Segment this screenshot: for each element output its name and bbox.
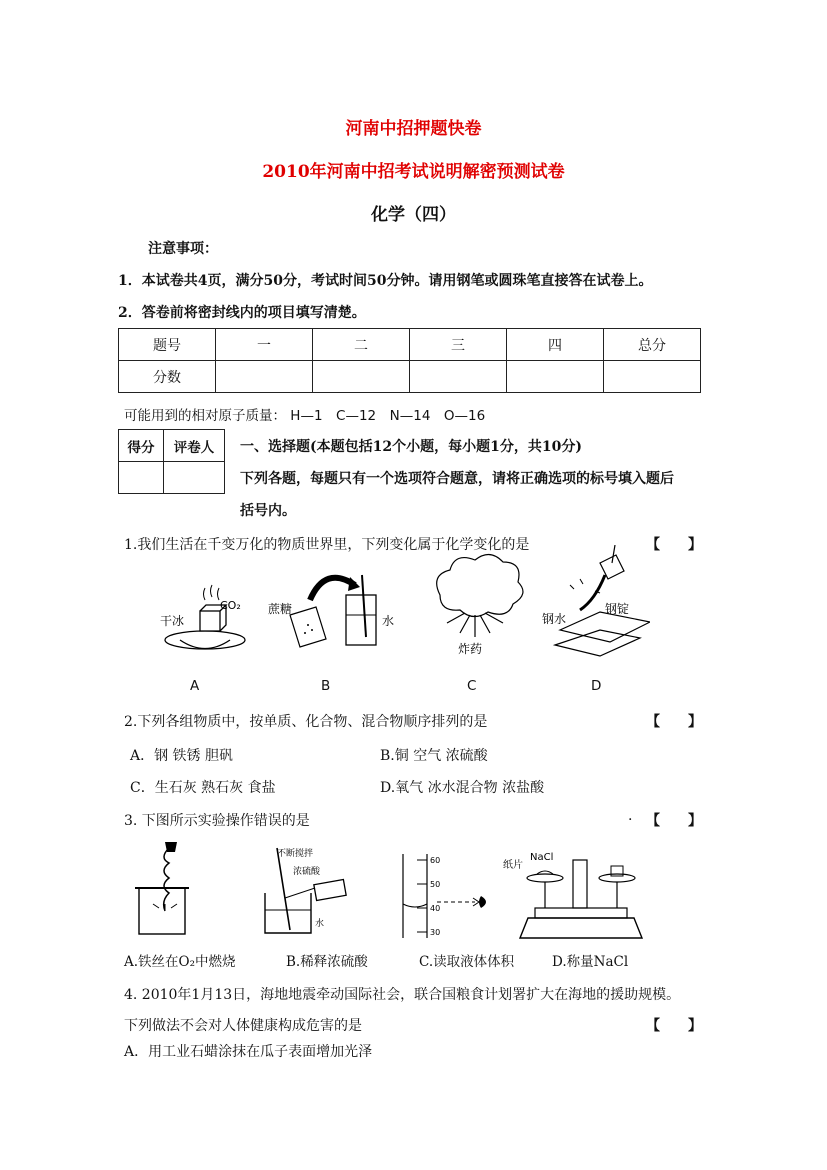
score-cell[interactable] (216, 361, 313, 393)
q3-figures (125, 838, 645, 943)
score-table (118, 328, 701, 393)
score-table-value-row (119, 361, 701, 393)
question-3-text: 3. 下图所示实验操作错误的是 (124, 813, 310, 829)
notes-heading: 注意事项： (148, 241, 218, 257)
q2-option-d: D.氧气 冰水混合物 浓盐酸 (380, 780, 545, 796)
q4-option-a: A．用工业石蜡涂抹在瓜子表面增加光泽 (124, 1044, 373, 1060)
question-4-text-cont: 下列做法不会对人体健康构成危害的是 (124, 1018, 362, 1034)
fig-c-tick-40: 40 (430, 904, 441, 913)
q3-option-a: A.铁丝在O₂中燃烧 (124, 954, 236, 970)
q1-figure-a (160, 585, 245, 649)
question-2-text: 2.下列各组物质中，按单质、化合物、混合物顺序排列的是 (124, 714, 488, 730)
fig-c-tick-30: 30 (430, 928, 441, 937)
score-row-label: 分数 (119, 361, 216, 393)
answer-bracket-q1[interactable]: 【 】 (646, 537, 702, 553)
fig-b-label-water: 水 (315, 919, 325, 929)
fig-a-label-dry-ice: 干冰 (160, 614, 185, 628)
grader-score-header: 得分 (119, 430, 164, 462)
score-table-header-row (119, 329, 701, 361)
grader-table (118, 429, 225, 494)
section-1-instruction: 下列各题，每题只有一个选项符合题意，请将正确选项的标号填入题后 (240, 471, 674, 487)
score-header-cell: 一 (216, 329, 313, 361)
q1-figure-d (542, 545, 650, 656)
grader-name-header: 评卷人 (164, 430, 225, 462)
score-header-cell: 二 (313, 329, 410, 361)
score-header-cell: 四 (507, 329, 604, 361)
q3-figure-d (503, 852, 642, 938)
q3-figure-b (265, 847, 346, 933)
fig-c-label-explosive: 炸药 (458, 642, 483, 656)
q2-option-b: B.铜 空气 浓硫酸 (380, 748, 488, 764)
question-4-text: 4. 2010年1月13日，海地地震牵动国际社会，联合国粮食计划署扩大在海地的援助规模。 (124, 987, 681, 1003)
fig-a-label-co2: CO₂ (220, 599, 241, 612)
answer-bracket-q2[interactable]: 【 】 (646, 714, 702, 730)
score-cell[interactable] (313, 361, 410, 393)
q1-figure-b (268, 575, 394, 647)
score-header-cell: 总分 (604, 329, 701, 361)
atomic-masses: 可能用到的相对原子质量： H—1 C—12 N—14 O—16 (124, 408, 486, 424)
q3-option-c: C.读取液体体积 (419, 954, 515, 970)
exam-series-title: 河南中招押题快卷 (345, 119, 482, 139)
q1-label-d: D (591, 678, 602, 694)
score-header-cell: 题号 (119, 329, 216, 361)
subject-title: 化学（四） (371, 205, 456, 225)
fig-d-label-paper: 纸片 (503, 860, 523, 871)
q2-option-c: C．生石灰 熟石灰 食盐 (130, 780, 276, 796)
q3-stray-dot: . (628, 808, 633, 824)
q1-figures (150, 545, 650, 675)
notes-item-1: 1．本试卷共4页，满分50分，考试时间50分钟。请用钢笔或圆珠笔直接答在试卷上。 (118, 273, 653, 289)
fig-d-label-molten-steel: 钢水 (542, 612, 567, 626)
q3-option-d: D.称量NaCl (552, 954, 629, 970)
grader-name-cell[interactable] (164, 462, 225, 494)
fig-d-label-nacl: NaCl (530, 852, 554, 863)
score-cell[interactable] (410, 361, 507, 393)
grader-score-cell[interactable] (119, 462, 164, 494)
fig-b-label-acid: 浓硫酸 (293, 867, 321, 877)
q2-option-a: A．钢 铁锈 胆矾 (130, 748, 234, 764)
q1-label-a: A (190, 678, 200, 694)
fig-b-label-sugar: 蔗糖 (268, 602, 293, 616)
q3-option-b: B.稀释浓硫酸 (286, 954, 368, 970)
score-header-cell: 三 (410, 329, 507, 361)
fig-b-label-stir: 不断搅拌 (277, 849, 314, 859)
section-1-instruction-cont: 括号内。 (240, 503, 296, 519)
notes-item-2: 2．答卷前将密封线内的项目填写清楚。 (118, 305, 366, 321)
q3-figure-c (403, 854, 486, 938)
fig-c-tick-50: 50 (430, 880, 441, 889)
score-cell[interactable] (507, 361, 604, 393)
question-1-text: 1.我们生活在千变万化的物质世界里，下列变化属于化学变化的是 (124, 537, 530, 553)
q1-figure-c (437, 554, 523, 656)
score-cell[interactable] (604, 361, 701, 393)
exam-title: 2010年河南中招考试说明解密预测试卷 (262, 162, 565, 182)
section-1-title: 一、选择题(本题包括12个小题，每小题1分，共10分) (240, 439, 582, 455)
answer-bracket-q4[interactable]: 【 】 (646, 1018, 702, 1034)
q1-label-c: C (467, 678, 477, 694)
fig-c-tick-60: 60 (430, 856, 441, 865)
q3-figure-a (135, 842, 189, 934)
answer-bracket-q3[interactable]: 【 】 (646, 813, 702, 829)
fig-b-label-water: 水 (382, 614, 395, 628)
fig-d-label-ingot: 钢锭 (605, 602, 630, 616)
q1-label-b: B (321, 678, 331, 694)
